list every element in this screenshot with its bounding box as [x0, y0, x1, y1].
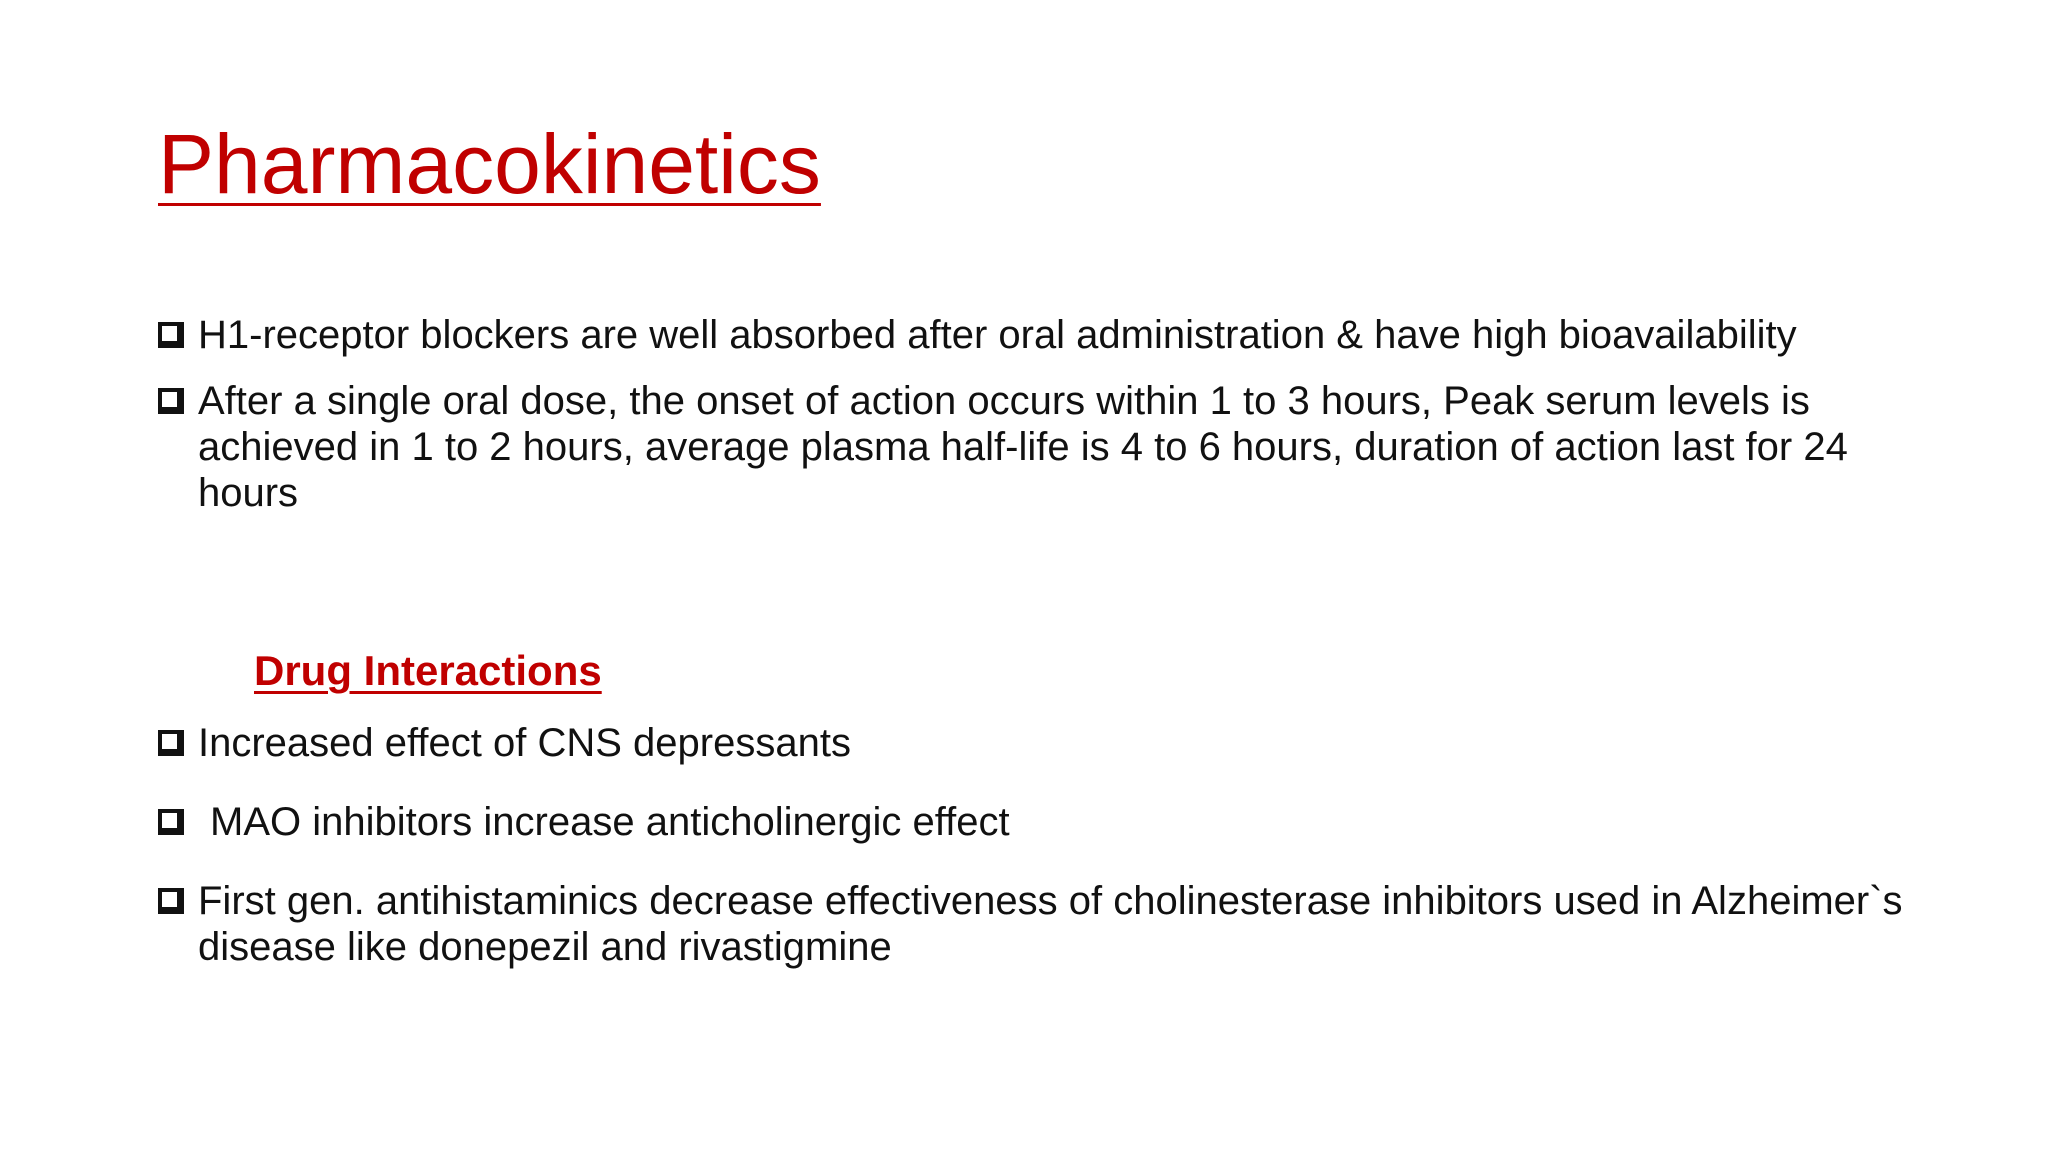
bullet-text: First gen. antihistaminics decrease effectiveness of cholinesterase inhibitors used in Alzheimer`s disease like donepezil and rivastigmine	[198, 879, 1903, 969]
list-item	[158, 378, 1918, 516]
list-item	[158, 720, 1918, 766]
bullet-text: After a single oral dose, the onset of action occurs within 1 to 3 hours, Peak serum levels is achieved in 1 to 2 hours, average plasma half-life is 4 to 6 hours, duration of action last for 24 hours	[198, 379, 1848, 515]
checkbox-bullet-icon	[158, 888, 184, 914]
checkbox-bullet-icon	[158, 730, 184, 756]
drug-interactions-list	[158, 720, 1918, 970]
checkbox-bullet-icon	[158, 322, 184, 348]
bullet-text: Increased effect of CNS depressants	[198, 721, 851, 765]
drug-interactions-heading: Drug Interactions	[254, 647, 602, 694]
pharmacokinetics-list	[158, 312, 1918, 516]
list-item	[158, 799, 1918, 845]
checkbox-bullet-icon	[158, 809, 184, 835]
slide-title: Pharmacokinetics	[158, 117, 821, 211]
bullet-text: H1-receptor blockers are well absorbed after oral administration & have high bioavailability	[198, 313, 1797, 357]
bullet-text: MAO inhibitors increase anticholinergic effect	[210, 800, 1010, 844]
checkbox-bullet-icon	[158, 388, 184, 414]
list-item	[158, 312, 1918, 358]
list-item	[158, 878, 1918, 970]
